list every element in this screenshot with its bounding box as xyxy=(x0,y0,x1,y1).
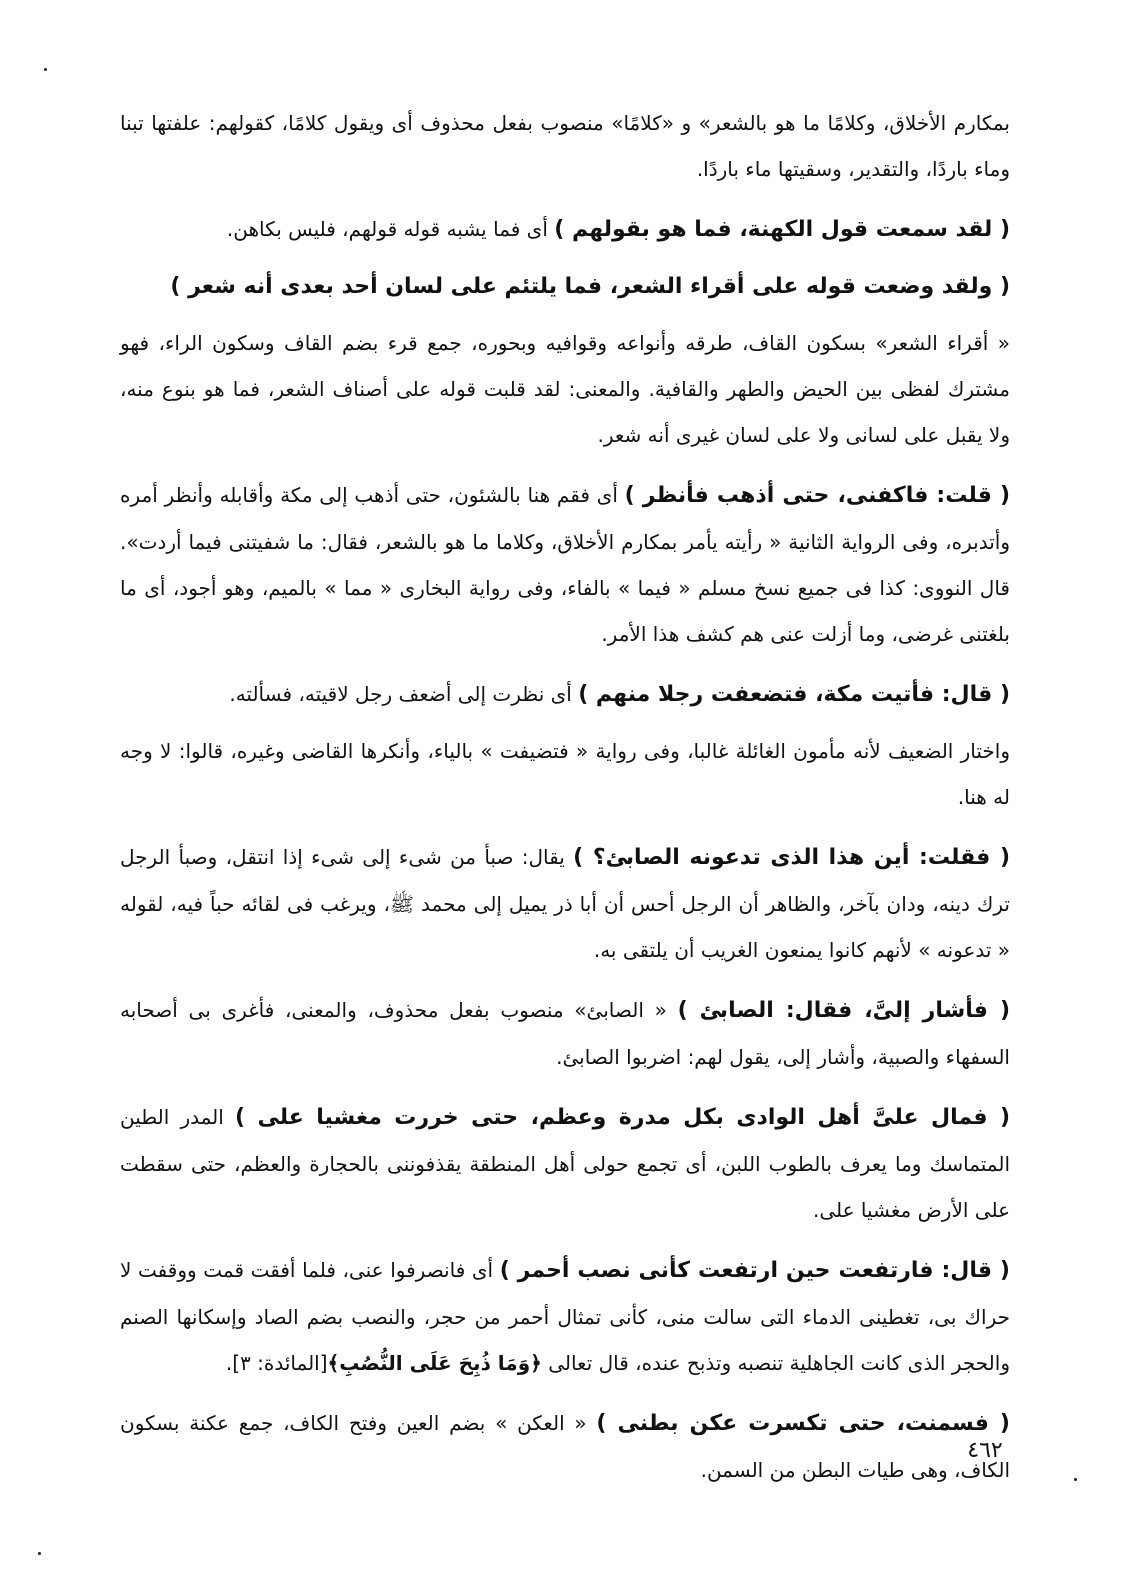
paragraph-11 xyxy=(120,1247,1010,1386)
paragraph-text: أى فانصرفوا عنى، فلما أفقت قمت ووقفت لا حراك بى، تغطينى الدماء التى سالت منى، كأنى تمثال أحمر من حجر، والنصب بضم الصاد وإسكانها الصنم والحجر الذى كانت الجاهلية تنصبه وتذبح عنده، قال تعالى xyxy=(120,1258,1010,1375)
hadith-quote: ( قال: فأتيت مكة، فتضعفت رجلا منهم ) xyxy=(578,682,1010,707)
paragraph-4 xyxy=(120,320,1010,458)
hadith-quote: ( قلت: فاكفنى، حتى أذهب فأنظر ) xyxy=(624,483,1011,508)
paragraph-8 xyxy=(120,834,1010,973)
page-number: ٤٦٢ xyxy=(967,1438,1003,1463)
paragraph-7 xyxy=(120,728,1010,820)
paragraph-text: أى نظرت إلى أضعف رجل لاقيته، فسألته. xyxy=(229,682,579,706)
paragraph-text: « الصابئ» منصوب بفعل محذوف، والمعنى، فأغرى بى أصحابه السفهاء والصبية، وأشار إلى، يقول لهم: اضربوا الصابئ. xyxy=(120,998,1010,1069)
hadith-quote: ( لقد سمعت قول الكهنة، فما هو بقولهم ) xyxy=(554,217,1010,242)
paragraph-text: المدر الطين المتماسك وما يعرف بالطوب اللبن، أى تجمع حولى أهل المنطقة يقذفوننى بالحجارة والعظم، حتى سقطت على الأرض مغشيا على. xyxy=(120,1105,1010,1222)
paragraph-text: « أقراء الشعر» بسكون القاف، طرقه وأنواعه وقوافيه وبحوره، جمع قرء بضم القاف وسكون الراء، فهو مشترك لفظى بين الحيض والطهر والقافية. والمعنى: لقد قلبت قوله على أصناف الشعر، فما هو بنوع منه، ولا يقبل على لسانى ولا على لسان غيرى أنه شعر. xyxy=(120,331,1010,447)
paragraph-3 xyxy=(120,263,1010,310)
paragraph-12 xyxy=(120,1400,1010,1493)
hadith-quote: ( قال: فارتفعت حين ارتفعت كأنى نصب أحمر ) xyxy=(499,1258,1010,1283)
hadith-quote: ( فقلت: أين هذا الذى تدعونه الصابئ؟ ) xyxy=(573,845,1011,870)
scan-speck xyxy=(44,68,47,71)
paragraph-9 xyxy=(120,987,1010,1080)
paragraph-2 xyxy=(120,206,1010,253)
hadith-quote: ( ولقد وضعت قوله على أقراء الشعر، فما يلتئم على لسان أحد بعدى أنه شعر ) xyxy=(170,274,1010,299)
paragraph-1 xyxy=(120,100,1010,192)
hadith-quote: ( فسمنت، حتى تكسرت عكن بطنى ) xyxy=(596,1411,1010,1436)
scan-speck xyxy=(38,1552,41,1555)
quran-verse: ﴿وَمَا ذُبِحَ عَلَى النُّصُبِ﴾ xyxy=(327,1351,542,1375)
paragraph-text: أى فقم هنا بالشئون، حتى أذهب إلى مكة وأقابله وأنظر أمره وأتدبره، وفى الرواية الثانية « رأيته يأمر بمكارم الأخلاق، وكلاما ما هو بالشعر، فقال: ما شفيتنى فيما أردت». قال النووى: كذا فى جميع نسخ مسلم « فيما » بالفاء، وفى رواية البخارى « مما » بالميم، وهو أجود، أى ما بلغتنى غرضى، وما أزلت عنى هم كشف هذا الأمر. xyxy=(120,483,1010,646)
paragraph-5 xyxy=(120,472,1010,657)
paragraph-text: بمكارم الأخلاق، وكلامًا ما هو بالشعر» و «كلامًا» منصوب بفعل محذوف أى ويقول كلامًا، كقولهم: علفتها تبنا وماء باردًا، والتقدير، وسقيتها ماء باردًا. xyxy=(120,111,1010,181)
scan-speck xyxy=(1074,1478,1077,1481)
verse-reference: [المائدة: ٣]. xyxy=(225,1351,328,1375)
paragraph-10 xyxy=(120,1094,1010,1233)
paragraph-text: يقال: صبأ من شىء إلى شىء إذا انتقل، وصبأ الرجل ترك دينه، ودان بآخر، والظاهر أن الرجل أحس أن أبا ذر يميل إلى محمد ﷺ، ويرغب فى لقائه حباً فيه، لقوله « تدعونه » لأنهم كانوا يمنعون الغريب أن يلتقى به. xyxy=(120,845,1010,962)
paragraph-text: « العكن » بضم العين وفتح الكاف، جمع عكنة بسكون الكاف، وهى طيات البطن من السمن. xyxy=(120,1411,1010,1482)
hadith-quote: ( فأشار إلىَّ، فقال: الصابئ ) xyxy=(677,998,1010,1023)
hadith-quote: ( فمال علىَّ أهل الوادى بكل مدرة وعظم، حتى خررت مغشيا على ) xyxy=(234,1105,1010,1130)
paragraph-text: واختار الضعيف لأنه مأمون الغائلة غالبا، وفى رواية « فتضيفت » بالياء، وأنكرها القاضى وغيره، قالوا: لا وجه له هنا. xyxy=(120,739,1010,809)
page-body xyxy=(120,100,1010,1507)
paragraph-6 xyxy=(120,671,1010,718)
paragraph-text: أى فما يشبه قوله قولهم، فليس بكاهن. xyxy=(226,217,555,241)
